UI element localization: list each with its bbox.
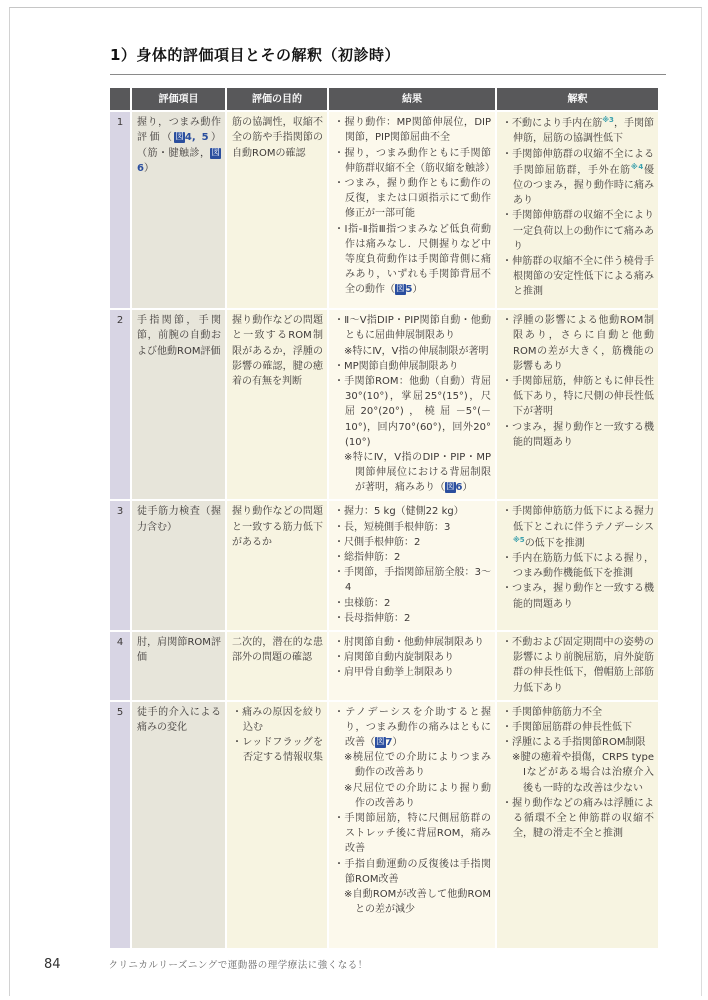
cell-purpose: ・痛みの原因を絞り込む ・レッドフラッグを否定する情報収集	[227, 702, 327, 948]
cell-purpose: 二次的，潜在的な患部外の問題の確認	[227, 632, 327, 700]
bullet-marker: ・	[502, 118, 513, 130]
figure-reference-number: 6	[455, 482, 463, 494]
cell-interpretation: ・浮腫の影響による他動ROM制限あり，さらに自動と他動ROMの差が大きく，筋機能の影響もあり ・手関節屈筋，伸筋ともに伸長性低下あり，特に尺側の伸長性低下が著明 ・つまみ，握り動作と一致する機能的問題あり	[497, 310, 658, 499]
bullet-marker: ・	[334, 177, 345, 189]
figure-reference-number: 6	[137, 162, 144, 174]
bullet-marker: ・	[334, 597, 344, 609]
cell-evaluation-item: 徒手筋力検査（握力含む）	[132, 501, 225, 630]
note-marker: ※	[512, 752, 521, 764]
figure-reference-icon: 図	[376, 737, 385, 748]
bullet-marker: ・	[502, 148, 513, 160]
bullet-marker: ・	[334, 858, 345, 870]
bullet-marker: ・	[232, 706, 243, 718]
cell-evaluation-item: 握り，つまみ動作評価（図4, 5）（筋・腱触診，図6）	[132, 112, 225, 308]
bullet-marker: ・	[334, 375, 345, 387]
note-marker: ※	[344, 752, 354, 764]
page-title: 1）身体的評価項目とその解釈（初診時）	[110, 46, 400, 64]
bullet-marker: ・	[502, 553, 513, 564]
cell-results: ・握り動作：MP関節伸展位，DIP関節，PIP関節屈曲不全 ・握り，つまみ動作ともに手関節伸筋群収縮不全（筋収縮を触診） ・つまみ，握り動作ともに動作の反復，または口頭指示にて動作修正が一部可能 ・Ⅰ指-Ⅱ指Ⅲ指つまみなど低負荷動作は痛みなし．尺側握りなど中等度負荷動作は手関節背側に痛みあり，いずれも手関節背屈不全の動作（図5）	[329, 112, 495, 308]
bullet-marker: ・	[334, 506, 344, 518]
bullet-marker: ・	[334, 147, 345, 159]
footer-page-number: 84	[44, 957, 61, 972]
bullet-marker: ・	[334, 552, 344, 563]
table-row	[110, 632, 666, 700]
bullet-marker: ・	[502, 506, 513, 518]
row-number: 1	[110, 112, 130, 308]
bullet-marker: ・	[334, 667, 344, 679]
row-number: 2	[110, 310, 130, 499]
figure-reference-icon: 図	[211, 147, 220, 158]
page-footer	[44, 957, 644, 972]
cell-interpretation: ・不動および固定期間中の姿勢の影響により前腕屈筋，肩外旋筋群の伸長性低下，僧帽筋上部筋力低下あり	[497, 632, 658, 700]
bullet-marker: ・	[334, 567, 345, 579]
footnote-reference: ※4	[630, 162, 644, 171]
bullet-marker: ・	[502, 721, 512, 733]
figure-reference-icon: 図	[396, 284, 405, 295]
footnote-reference: ※3	[602, 116, 614, 125]
figure-reference-number: 5	[405, 284, 413, 296]
row-number: 3	[110, 501, 130, 630]
table-row	[110, 112, 666, 308]
row-number: 4	[110, 632, 130, 700]
cell-results: ・肘関節自動・他動伸展制限あり ・肩関節自動内旋制限あり ・肩甲骨自動挙上制限あり	[329, 632, 495, 700]
bullet-marker: ・	[502, 737, 512, 749]
bullet-marker: ・	[334, 536, 344, 548]
row-number: 5	[110, 702, 130, 948]
bullet-marker: ・	[502, 583, 513, 595]
table-row	[110, 702, 666, 948]
note-marker: ※	[344, 782, 354, 794]
figure-reference-number: 7	[385, 737, 393, 749]
cell-evaluation-item: 肘，肩関節ROM評価	[132, 632, 225, 700]
table-header-row	[110, 88, 666, 110]
cell-results: ・テノデーシスを介助すると握り，つまみ動作の痛みはともに改善（図7） ※橈屈位での介助によりつまみ動作の改善あり ※尺屈位での介助により握り動作の改善あり ・手関節屈筋，特に尺側屈筋群のストレッチ後に背屈ROM，痛み改善 ・手指自動運動の反復後は手指関節ROM改善 ※自動ROMが改善して他動ROMとの差が減少	[329, 702, 495, 948]
cell-interpretation: ・手関節伸筋筋力不全 ・手関節屈筋群の伸長性低下 ・浮腫による手指関節ROM制限 ※腱の癒着や損傷，CRPS type Ⅰなどがある場合は治療介入後も一時的な改善は少ない ・握り動作などの痛みは浮腫による循環不全と伸筋群の収縮不全，腱の滑走不全と推測	[497, 702, 658, 948]
bullet-marker: ・	[334, 652, 344, 664]
bullet-marker: ・	[502, 797, 513, 809]
cell-purpose: 筋の協調性，収縮不全の筋や手指関節の自動ROMの確認	[227, 112, 327, 308]
cell-evaluation-item: 徒手的介入による痛みの変化	[132, 702, 225, 948]
bullet-marker: ・	[334, 813, 345, 824]
figure-reference-icon: 図	[446, 482, 455, 493]
bullet-marker: ・	[334, 223, 345, 235]
title-divider	[110, 74, 666, 75]
figure-reference-number: 4, 5	[184, 132, 209, 144]
cell-purpose: 握り動作などの問題と一致する筋力低下があるか	[227, 501, 327, 630]
note-marker: ※	[344, 888, 353, 900]
header-cell-number	[110, 88, 130, 110]
cell-results: ・握力：5 kg（健側22 kg） ・長，短橈側手根伸筋：3 ・尺側手根伸筋：2 ・総指伸筋：2 ・手関節，手指関節屈筋全般：3〜4 ・虫様筋：2 ・長母指伸筋：2	[329, 501, 495, 630]
note-marker: ※	[344, 345, 353, 357]
bullet-marker: ・	[502, 210, 513, 222]
footnote-reference: ※5	[513, 535, 525, 544]
header-cell-results: 結果	[329, 88, 495, 110]
cell-interpretation: ・不動により手内在筋$^{※3}$，手関節伸筋，屈筋の協調性低下 ・手関節伸筋群の収縮不全による手関節屈筋群，手外在筋$^{※4}$優位のつまみ，握り動作時に痛みあり ・手関節伸筋群の収縮不全により一定負荷以上の動作にて痛みあり ・伸筋群の収縮不全に伴う橈骨手根関節の安定性低下による痛みと推測	[497, 112, 658, 308]
evaluation-table	[110, 88, 666, 948]
bullet-marker: ・	[334, 706, 346, 718]
page-content	[110, 44, 667, 948]
bullet-marker: ・	[334, 636, 344, 648]
bullet-marker: ・	[502, 315, 513, 327]
bullet-marker: ・	[334, 612, 344, 624]
bullet-marker: ・	[502, 706, 512, 718]
cell-results: ・Ⅱ〜Ⅴ指DIP・PIP関節自動・他動ともに屈曲伸展制限あり ※特にⅣ，Ⅴ指の伸展制限が著明 ・MP関節自動伸展制限あり ・手関節ROM：他動（自動）背屈30°(10°)，掌屈25°(15°)，尺屈20°(20°)，橈屈－5°(－10°)，回内70°(60°)，回外20°(10°) ※特にⅣ，Ⅴ指のDIP・PIP・MP関節伸展位における背屈制限が著明，痛みあり（図6）	[329, 310, 495, 499]
bullet-marker: ・	[334, 117, 345, 129]
cell-purpose: 握り動作などの問題と一致するROM制限があるか，浮腫の影響の確認，腱の癒着の有無を判断	[227, 310, 327, 499]
footer-book-title: クリニカルリーズニングで運動器の理学療法に強くなる！	[108, 960, 368, 971]
bullet-marker: ・	[232, 737, 243, 749]
bullet-marker: ・	[502, 255, 513, 267]
header-cell-purpose: 評価の目的	[227, 88, 327, 110]
figure-reference-icon: 図	[175, 132, 184, 143]
table-row	[110, 501, 666, 630]
note-marker: ※	[344, 451, 353, 463]
table-row	[110, 310, 666, 499]
cell-evaluation-item: 手指関節，手関節，前腕の自動および他動ROM評価	[132, 310, 225, 499]
bullet-marker: ・	[334, 521, 344, 533]
bullet-marker: ・	[502, 375, 513, 387]
header-cell-interpretation: 解釈	[497, 88, 658, 110]
bullet-marker: ・	[334, 315, 345, 327]
bullet-marker: ・	[334, 360, 344, 372]
bullet-marker: ・	[502, 636, 513, 648]
cell-interpretation: ・手関節伸筋筋力低下による握力低下とこれに伴うテノデーシス$^{※5}$の低下を推測 ・手内在筋筋力低下による握り，つまみ動作機能低下を推測 ・つまみ，握り動作と一致する機能的問題あり	[497, 501, 658, 630]
header-cell-evaluation-item: 評価項目	[132, 88, 225, 110]
bullet-marker: ・	[502, 421, 513, 433]
